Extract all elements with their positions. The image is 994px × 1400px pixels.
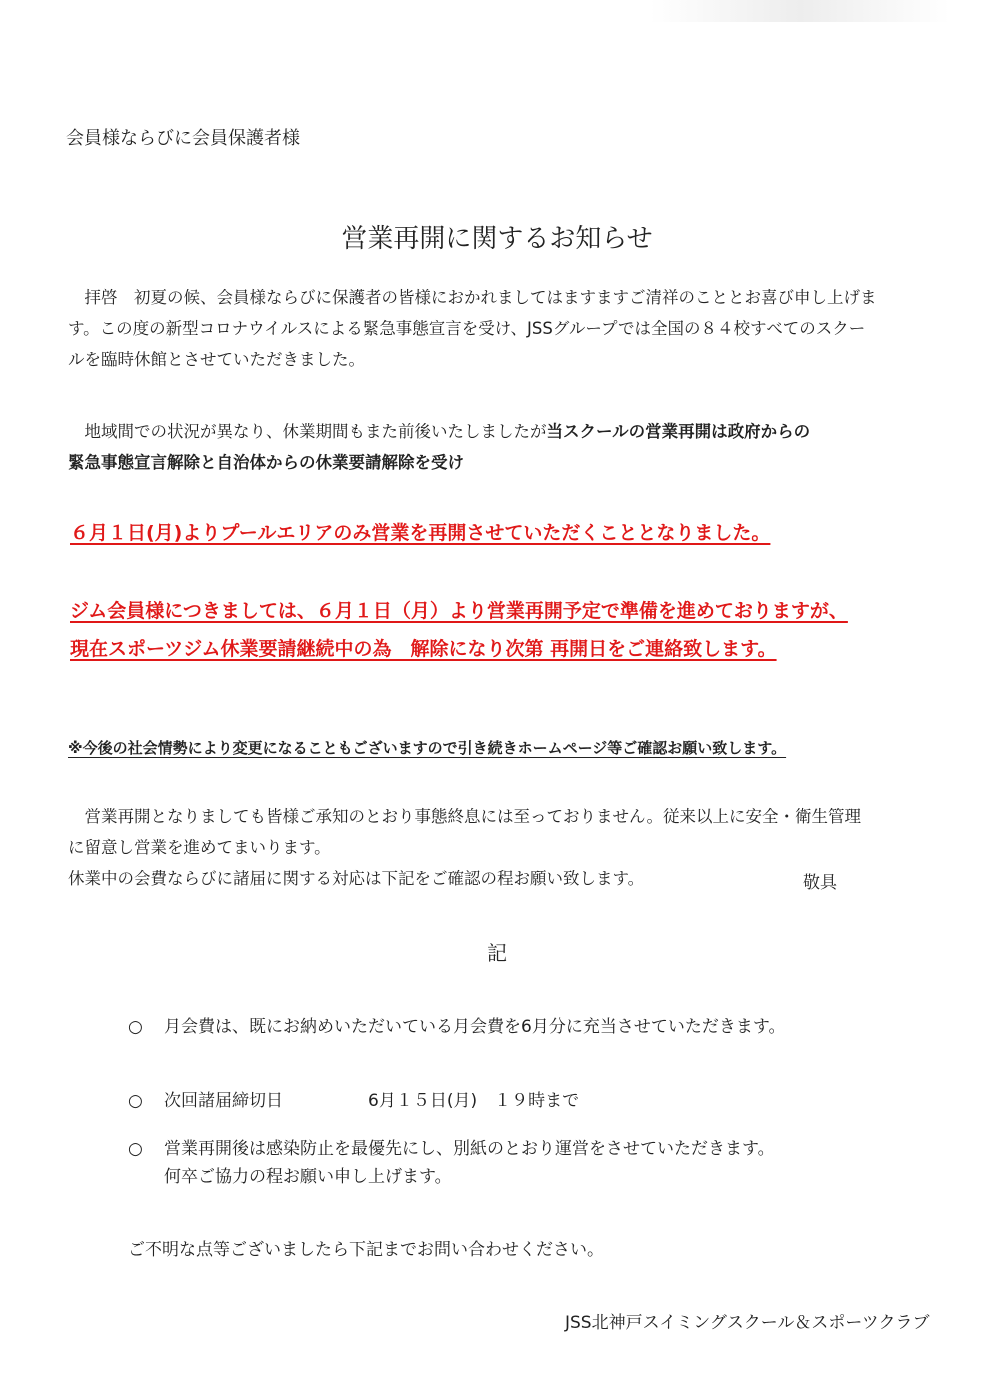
change-note: ※今後の社会情勢により変更になることもございますので引き続きホームページ等ご確認お願い致します。 (68, 739, 787, 757)
gym-notice-line: 現在スポーツジム休業要請継続中の為 解除になり次第 再開日をご連絡致します。 (70, 638, 777, 660)
addressee: 会員様ならびに会員保護者様 (66, 128, 300, 149)
operation-line: 営業再開後は感染防止を最優先にし、別紙のとおり運営をさせていただきます。 (164, 1139, 775, 1159)
safety-paragraph (68, 801, 861, 894)
deadline-value: 6月１５日(月) １９時まで (368, 1091, 580, 1111)
reopen-paragraph (68, 416, 810, 478)
page-title: 営業再開に関するお知らせ (341, 224, 653, 254)
reopen-bold-text: 当スクールの営業再開は政府からの (546, 422, 811, 441)
operation-text (164, 1135, 775, 1191)
club-signature: JSS北神戸スイミングスクール＆スポーツクラブ (565, 1313, 930, 1333)
scan-artifact (650, 0, 950, 22)
circle-bullet-icon: ○ (128, 1139, 143, 1159)
gym-notice-line: ジム会員様につきましては、６月１日（月）より営業再開予定で準備を進めておりますが、 (70, 600, 848, 622)
ki-heading: 記 (487, 941, 507, 965)
intro-paragraph (68, 282, 877, 375)
closing-word: 敬具 (803, 873, 837, 893)
safety-line: に留意し営業を進めてまいります。 (68, 838, 331, 857)
safety-line: 休業中の会費ならびに諸届に関する対応は下記をご確認の程お願い致します。 (68, 869, 645, 888)
reopen-line-2: 緊急事態宣言解除と自治体からの休業要請解除を受け (68, 453, 464, 472)
reopen-text: 地域間での状況が異なり、休業期間もまた前後いたしましたが (68, 422, 547, 441)
circle-bullet-icon: ○ (128, 1091, 143, 1111)
circle-bullet-icon: ○ (128, 1017, 143, 1037)
deadline-label: 次回諸届締切日 (164, 1091, 283, 1111)
intro-line: ルを臨時休館とさせていただきました。 (68, 350, 365, 369)
pool-reopen-notice: ６月１日(月)よりプールエリアのみ営業を再開させていただくこととなりました。 (70, 522, 771, 544)
inquiry-text: ご不明な点等ございましたら下記までお問い合わせください。 (128, 1240, 604, 1260)
intro-line: 拝啓 初夏の候、会員様ならびに保護者の皆様におかれましてはますますご清祥のこととお喜び申し上げま (68, 288, 877, 307)
operation-line: 何卒ご協力の程お願い申し上げます。 (164, 1167, 452, 1187)
safety-line: 営業再開となりましても皆様ご承知のとおり事態終息には至っておりません。従来以上に安全・衛生管理 (68, 807, 861, 826)
intro-line: す。この度の新型コロナウイルスによる緊急事態宣言を受け、JSSグループでは全国の８４校すべてのスクー (68, 319, 866, 338)
fee-text: 月会費は、既にお納めいただいている月会費を6月分に充当させていただきます。 (164, 1017, 786, 1037)
reopen-line-1 (68, 416, 810, 447)
